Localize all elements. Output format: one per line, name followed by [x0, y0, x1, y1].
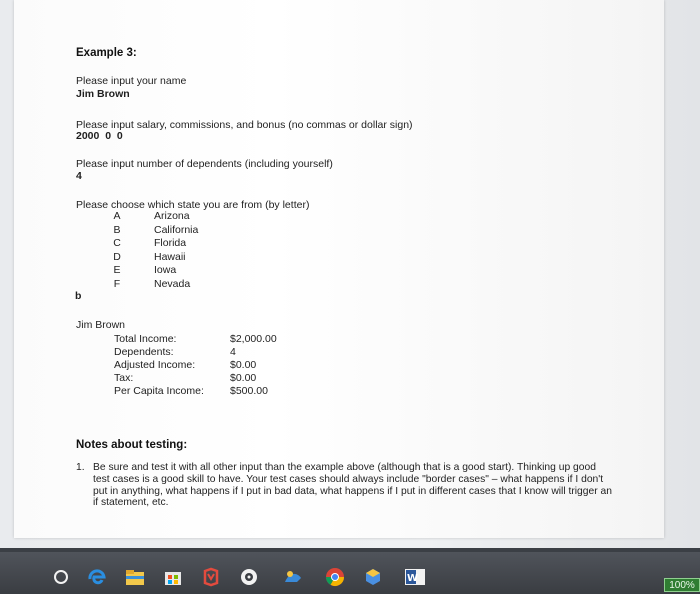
report-table	[114, 333, 374, 398]
notes-number: 1.	[76, 462, 85, 473]
state-name: Arizona	[154, 210, 190, 222]
report-value: 4	[230, 346, 236, 358]
report-name: Jim Brown	[76, 319, 126, 331]
report-value: $0.00	[230, 372, 257, 384]
state-name: Nevada	[154, 277, 191, 290]
report-label: Total Income:	[114, 333, 177, 345]
office-icon[interactable]	[200, 566, 222, 588]
state-name: Hawaii	[154, 250, 186, 263]
cortana-icon[interactable]	[50, 566, 72, 588]
report-row	[114, 372, 374, 385]
dependents-prompt: Please input number of dependents (including yourself)	[76, 158, 333, 170]
weather-icon[interactable]	[282, 566, 304, 588]
report-row	[114, 359, 374, 372]
name-value: Jim Brown	[76, 88, 130, 100]
report-value: $500.00	[230, 385, 268, 397]
report-value: $0.00	[230, 359, 257, 371]
state-name: Iowa	[154, 264, 177, 276]
report-label: Adjusted Income:	[114, 359, 196, 371]
svg-text:W: W	[407, 573, 419, 584]
report-row	[114, 346, 374, 359]
store-icon[interactable]	[162, 566, 184, 588]
report-label: Per Capita Income:	[114, 385, 204, 397]
chrome-icon[interactable]	[324, 566, 346, 588]
salary-prompt: Please input salary, commissions, and bonus (no commas or dollar sign)	[76, 119, 413, 131]
zoom-level[interactable]: 100%	[664, 578, 700, 592]
state-name: Florida	[154, 237, 187, 249]
media-icon[interactable]	[238, 566, 260, 588]
file-explorer-icon[interactable]	[124, 566, 146, 588]
document-page	[14, 0, 664, 538]
report-row	[114, 333, 374, 346]
edge-icon[interactable]	[86, 566, 108, 588]
report-row	[114, 385, 374, 398]
report-label: Dependents:	[114, 346, 174, 358]
state-letter: B	[113, 223, 121, 236]
state-name: California	[154, 223, 199, 236]
salary-value: 2000 0 0	[76, 130, 123, 142]
report-label: Tax:	[114, 372, 134, 384]
state-letter: C	[113, 237, 121, 249]
word-icon[interactable]	[404, 566, 426, 588]
example-title: Example 3:	[76, 47, 137, 59]
taskbar	[0, 552, 700, 594]
state-choice: b	[75, 290, 82, 302]
state-prompt: Please choose which state you are from (by letter)	[76, 199, 310, 211]
state-letter: D	[113, 250, 121, 263]
notes-text: Be sure and test it with all other input than the example above (although that is a good start). Thinking up good test cases is a good skill to have. Your test cases should always include "border cases" – what happens if I don't put in anything, what happens if I put in bad data, what happens if I put in different cases that I know will trigger an if statement, etc.	[93, 462, 612, 509]
state-letter: A	[113, 210, 121, 222]
name-prompt: Please input your name	[76, 75, 187, 87]
report-value: $2,000.00	[230, 333, 277, 345]
dependents-value: 4	[76, 170, 82, 182]
state-letter: F	[113, 277, 121, 290]
state-letter: E	[113, 264, 121, 276]
notes-title: Notes about testing:	[76, 439, 188, 451]
security-icon[interactable]	[362, 566, 384, 588]
